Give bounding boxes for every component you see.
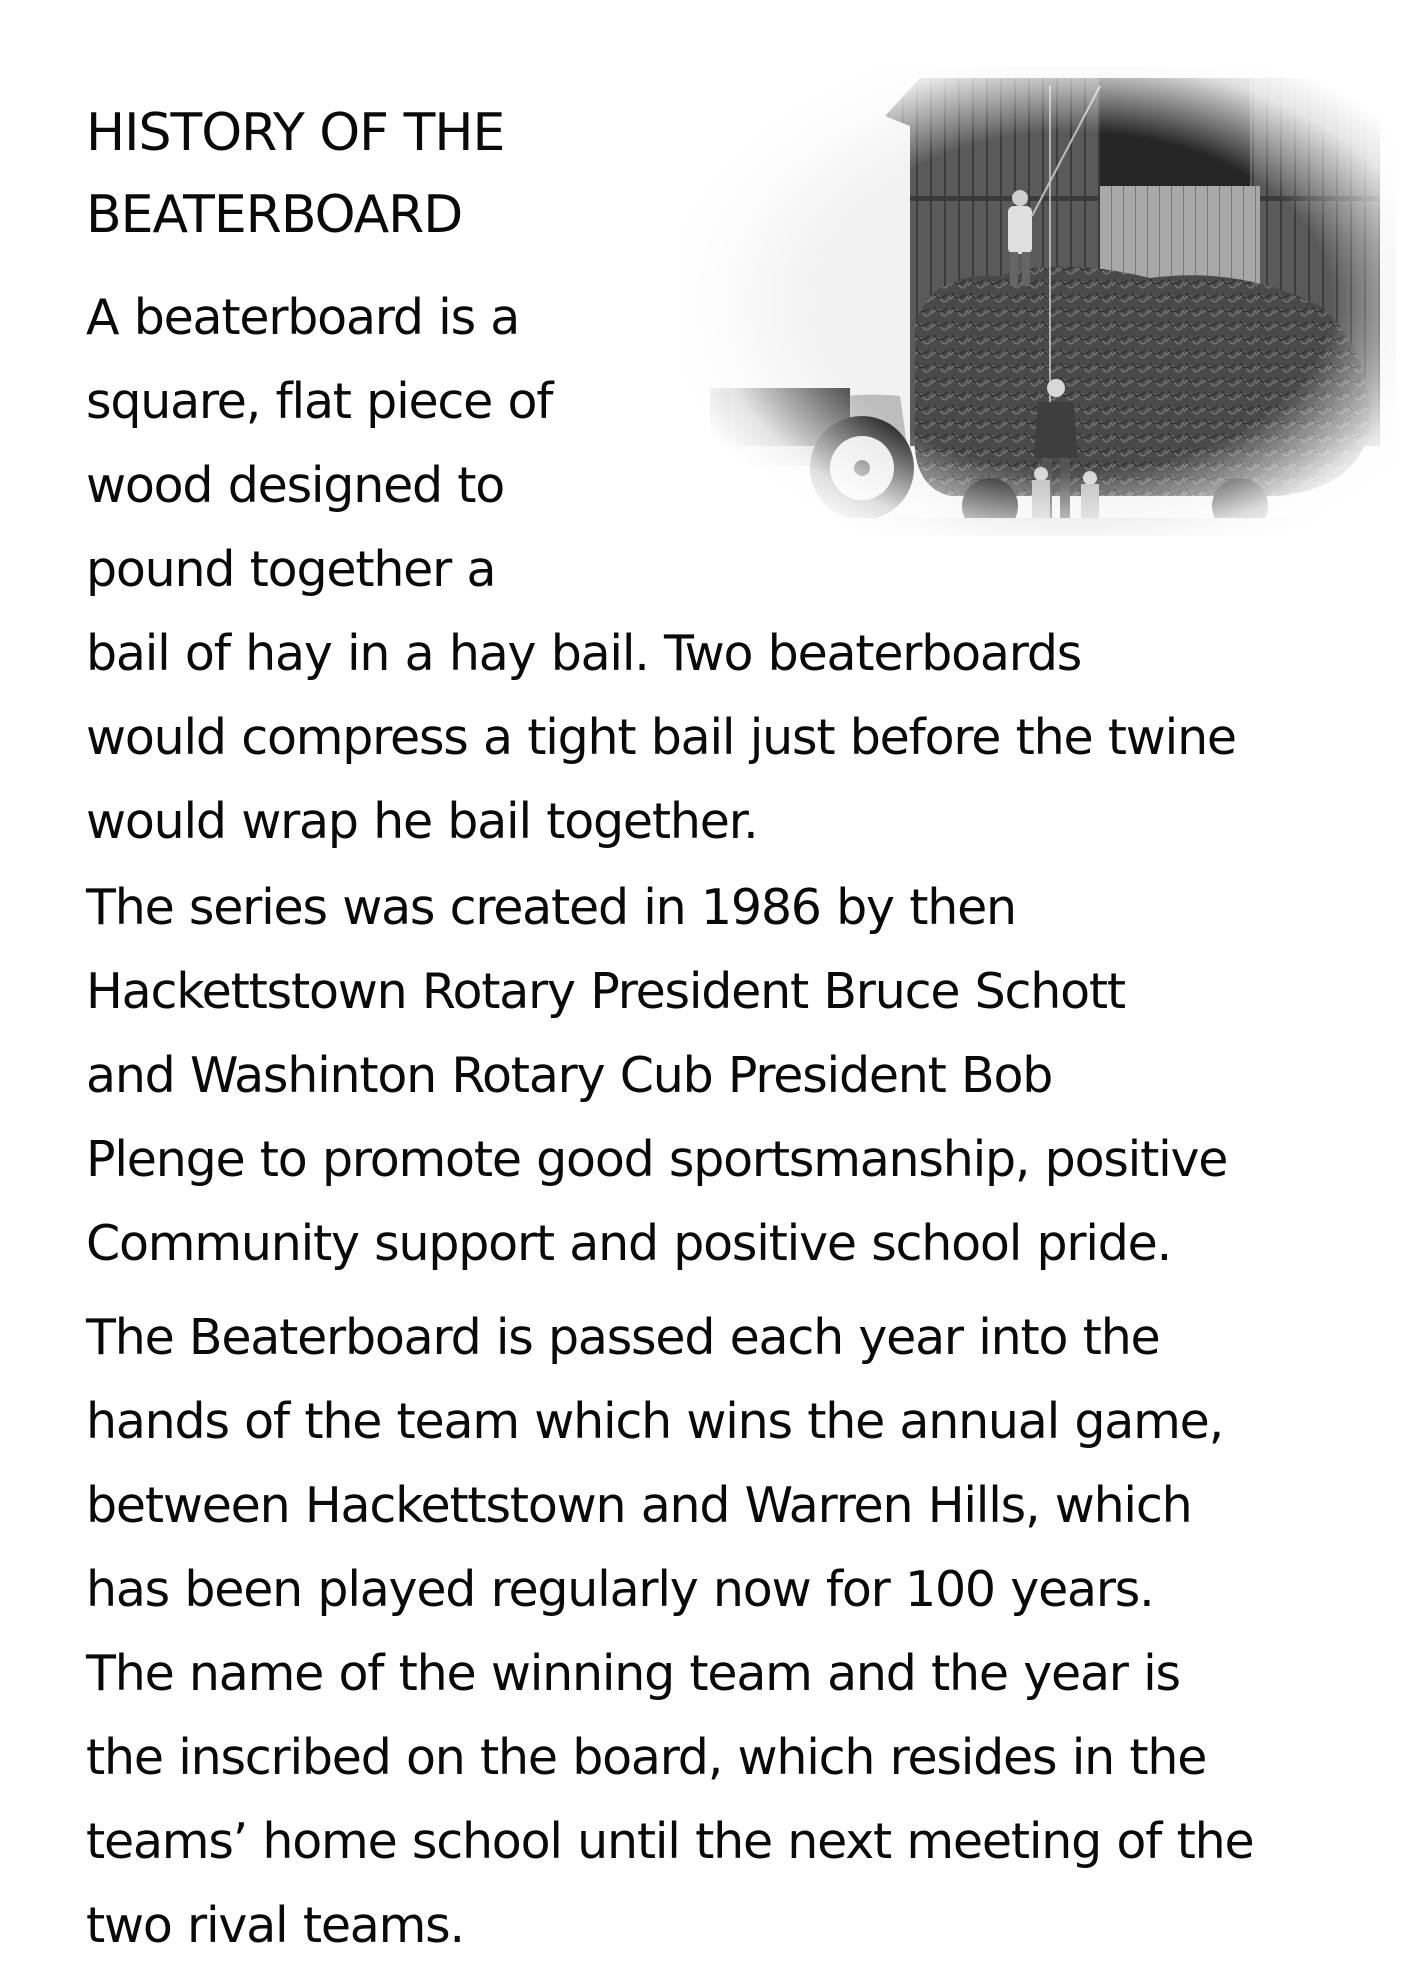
text-line: square, flat piece of [86,373,553,430]
text-line: two rival teams. [86,1897,464,1954]
text-line: pound together a [86,541,496,598]
text-line: and Washinton Rotary Cub President Bob [86,1047,1053,1104]
paragraph-tradition [86,1296,1253,1968]
text-line: wood designed to [86,457,505,514]
text-line: Plenge to promote good sportsmanship, positive [86,1131,1228,1188]
paragraph-definition [86,276,1236,864]
text-line: hands of the team which wins the annual game, [86,1393,1223,1450]
paragraph-series-origin [86,866,1227,1286]
title-line-2: BEATERBOARD [86,185,463,245]
text-line: The name of the winning team and the year is [86,1645,1180,1702]
text-line: The Beaterboard is passed each year into the [86,1309,1160,1366]
text-line: has been played regularly now for 100 years. [86,1561,1154,1618]
title-line-1: HISTORY OF THE [86,103,505,163]
text-line: between Hackettstown and Warren Hills, which [86,1477,1192,1534]
text-line: bail of hay in a hay bail. Two beaterboards [86,625,1082,682]
text-line: teams’ home school until the next meeting of the [86,1813,1254,1870]
text-line: would compress a tight bail just before the twine [86,709,1236,766]
text-line: Community support and positive school pride. [86,1215,1171,1272]
text-line: The series was created in 1986 by then [86,879,1016,936]
text-line: would wrap he bail together. [86,793,758,850]
text-line: the inscribed on the board, which resides in the [86,1729,1207,1786]
text-line: A beaterboard is a [86,289,520,346]
text-line: Hackettstown Rotary President Bruce Schott [86,963,1125,1020]
page-title [86,92,504,256]
